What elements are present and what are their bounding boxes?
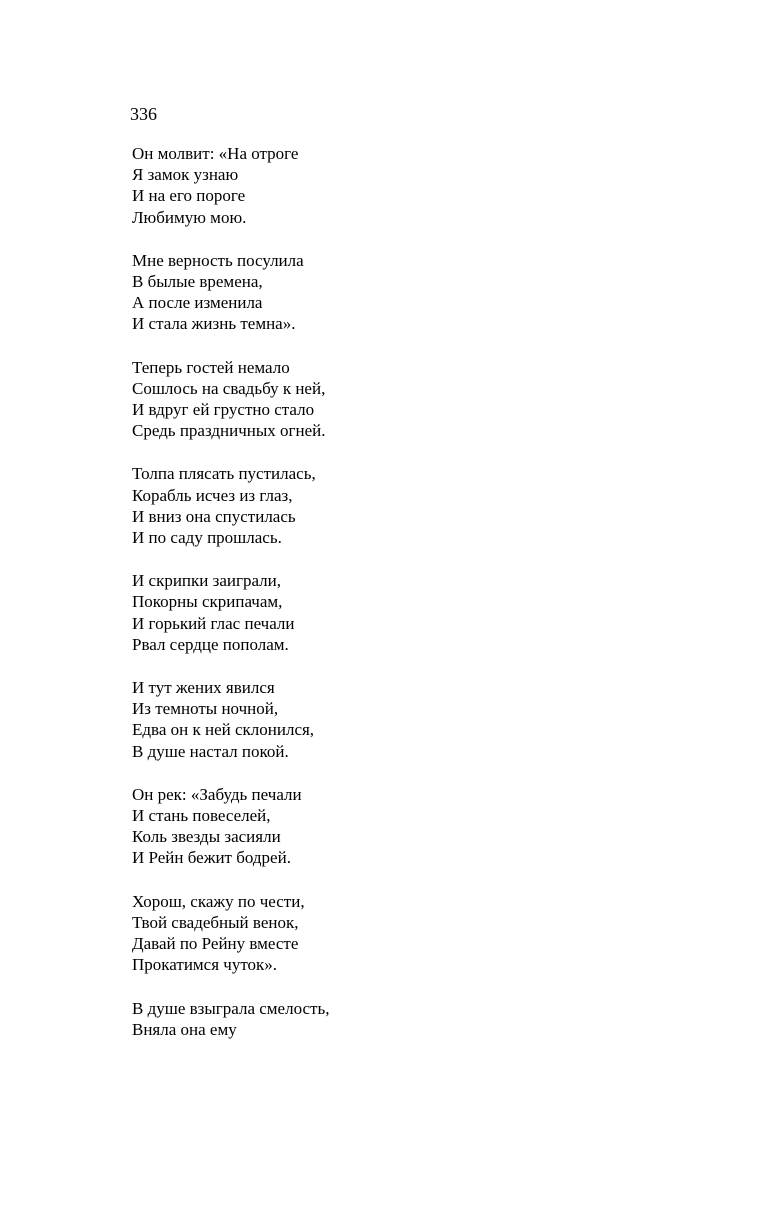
poem-line: Теперь гостей немало (132, 357, 290, 377)
stanza-6 (132, 677, 692, 762)
stanza-3 (132, 357, 692, 442)
poem-line: В душе взыграла смелость, (132, 998, 330, 1018)
poem-line: Покорны скрипачам, (132, 592, 283, 612)
poem-line: Любимую мою. (132, 207, 247, 227)
stanza-5 (132, 570, 692, 655)
poem-line: Хорош, скажу по чести, (132, 891, 305, 911)
stanza-4 (132, 463, 692, 548)
stanza-2 (132, 250, 692, 335)
poem-line: И Рейн бежит бодрей. (132, 848, 291, 868)
poem-line: Твой свадебный венок, (132, 912, 299, 932)
poem-line: В душе настал покой. (132, 741, 289, 761)
poem-line: Он молвит: «На отроге (132, 144, 299, 163)
poem-line: Рвал сердце пополам. (132, 634, 289, 654)
poem-line: И тут жених явился (132, 678, 275, 698)
poem-line: Едва он к ней склонился, (132, 720, 315, 740)
poem-line: В былые времена, (132, 272, 263, 292)
poem-line: И вдруг ей грустно стало (132, 400, 315, 420)
poem-line: И на его пороге (132, 186, 246, 206)
stanza-8 (132, 891, 692, 976)
poem-line: Я замок узнаю (132, 165, 239, 185)
stanza-1 (132, 143, 692, 228)
poem-line: И горький глас печали (132, 613, 295, 633)
poem-line: Коль звезды засияли (132, 827, 281, 847)
poem-line: И по саду прошлась. (132, 528, 282, 548)
poem-line: Мне верность посулила (132, 250, 304, 270)
poem-line: А после изменила (132, 293, 263, 313)
poem-line: И стань повеселей, (132, 806, 271, 826)
poem-line: Толпа плясать пустилась, (132, 464, 316, 484)
poem-line: И скрипки заиграли, (132, 571, 281, 591)
page-number: 336 (130, 104, 157, 124)
poem-line: Сошлось на свадьбу к ней, (132, 378, 326, 398)
poem-line: Корабль исчез из глаз, (132, 485, 293, 505)
poem-line: Средь праздничных огней. (132, 421, 326, 441)
poem-line: Из темноты ночной, (132, 699, 279, 719)
poem-line: Он рек: «Забудь печали (132, 784, 302, 804)
poem-line: И вниз она спустилась (132, 506, 296, 526)
stanza-7 (132, 784, 692, 869)
stanza-9 (132, 998, 692, 1040)
poem-line: Давай по Рейну вместе (132, 934, 299, 954)
poem-line: И стала жизнь темна». (132, 314, 296, 334)
poem-line: Прокатимся чуток». (132, 955, 278, 975)
poem-line: Вняла она ему (132, 1019, 237, 1039)
poem (132, 143, 692, 1062)
